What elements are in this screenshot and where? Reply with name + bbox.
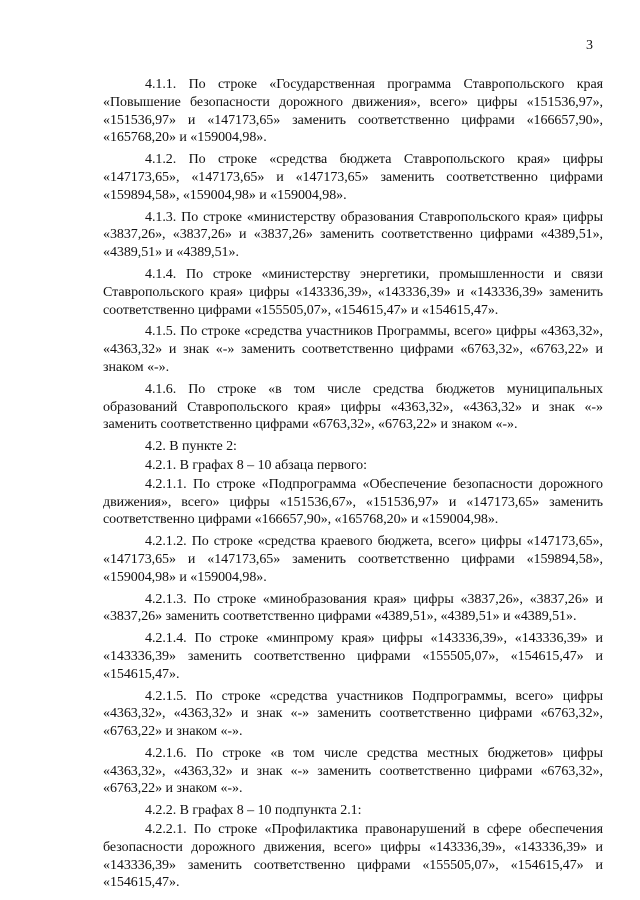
paragraph-4-2-1-4: 4.2.1.4. По строке «минпрому края» цифры «143336,39», «143336,39» и «143336,39» заменить соответственно цифрами «155505,07», «154615,47» и «154615,47». bbox=[103, 631, 603, 682]
paragraph-4-2-1-3: 4.2.1.3. По строке «минобразования края» цифры «3837,26», «3837,26» и «3837,26» заменить соответственно цифрами «4389,51», «4389,51» и «4389,51». bbox=[103, 591, 603, 625]
paragraph-4-1-1: 4.1.1. По строке «Государственная программа Ставропольского края «Повышение безопасности дорожного движения», всего» цифры «151536,97», «151536,97» и «147173,65» заменить соответственно цифрами «166657,90», «165768,20» и «159004,98». bbox=[103, 77, 603, 146]
paragraph-4-1-3: 4.1.3. По строке «министерству образования Ставропольского края» цифры «3837,26», «3837,26» и «3837,26» заменить соответственно цифрами «4389,51», «4389,51» и «4389,51». bbox=[103, 209, 603, 261]
paragraph-4-1-6: 4.1.6. По строке «в том числе средства бюджетов муниципальных образований Ставропольского края» цифры «4363,32», «4363,32» и знак «-» заменить соответственно цифрами «6763,32», «6763,22» и знаком «-». bbox=[103, 381, 603, 433]
page-number: 3 bbox=[586, 38, 593, 53]
paragraph-4-1-2: 4.1.2. По строке «средства бюджета Ставропольского края» цифры «147173,65», «147173,65» и «147173,65» заменить соответственно цифрами «159894,58», «159004,98» и «159004,98». bbox=[103, 152, 603, 203]
paragraph-4-2-1-1: 4.2.1.1. По строке «Подпрограмма «Обеспечение безопасности дорожного движения», всего» цифры «151536,67», «151536,97» и «147173,65» заменить соответственно цифрами «166657,90», «165768,20» и «159004,98». bbox=[103, 476, 603, 528]
paragraph-4-2: 4.2. В пункте 2: bbox=[145, 439, 237, 455]
paragraph-4-1-4: 4.1.4. По строке «министерству энергетики, промышленности и связи Ставропольского края» цифры «143336,39», «143336,39» и «143336,39» заменить соответственно цифрами «155505,07», «154615,47» и «154615,47». bbox=[103, 266, 603, 318]
paragraph-4-2-1-2: 4.2.1.2. По строке «средства краевого бюджета, всего» цифры «147173,65», «147173,65» и «147173,65» заменить соответственно цифрами «159894,58», «159004,98» и «159004,98». bbox=[103, 534, 603, 585]
paragraph-4-1-5: 4.1.5. По строке «средства участников Программы, всего» цифры «4363,32», «4363,32» и знак «-» заменить соответственно цифрами «6763,32», «6763,22» и знаком «-». bbox=[103, 324, 603, 375]
paragraph-4-2-2: 4.2.2. В графах 8 – 10 подпункта 2.1: bbox=[145, 803, 362, 819]
paragraph-4-2-2-1: 4.2.2.1. По строке «Профилактика правонарушений в сфере обеспечения безопасности дорожного движения, всего» цифры «143336,39», «143336,39» и «143336,39» заменить соответственно цифрами «155505,07», «154615,47» и «154615,47». bbox=[103, 822, 603, 891]
paragraph-4-2-1: 4.2.1. В графах 8 – 10 абзаца первого: bbox=[145, 457, 367, 473]
paragraph-4-2-1-5: 4.2.1.5. По строке «средства участников Подпрограммы, всего» цифры «4363,32», «4363,32» и знак «-» заменить соответственно цифрами «6763,32», «6763,22» и знаком «-». bbox=[103, 688, 603, 740]
paragraph-4-2-1-6: 4.2.1.6. По строке «в том числе средства местных бюджетов» цифры «4363,32», «4363,32» и знак «-» заменить соответственно цифрами «6763,32», «6763,22» и знаком «-». bbox=[103, 745, 603, 797]
document-body bbox=[103, 76, 603, 896]
